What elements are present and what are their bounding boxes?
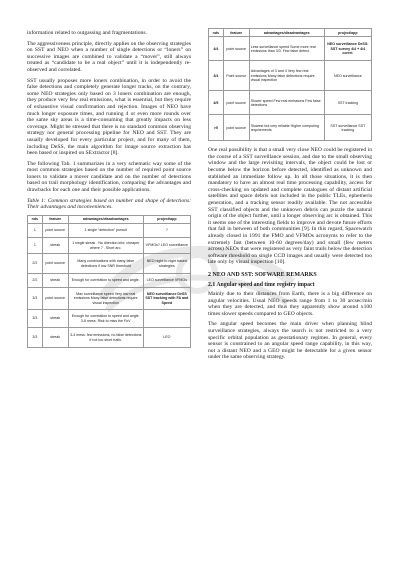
table-cell: streak bbox=[42, 328, 68, 348]
table-cell: ? bbox=[143, 224, 190, 238]
table-cell: NEO night to night based strategies bbox=[143, 254, 190, 274]
table-cell: Enough for correlation to speed and angle. bbox=[68, 274, 143, 288]
table-header-row bbox=[28, 215, 191, 223]
table-cell: 3/3 bbox=[28, 310, 43, 328]
column-header: nds bbox=[28, 215, 43, 223]
table-cell: Max surveillance speed Very low real emissions Many false detections require visual inspection bbox=[68, 288, 143, 310]
column-header: advantages/disadvantages bbox=[68, 215, 143, 223]
paragraph: The angular speed becomes the main driver when planning blind surveillance strategies, always the search is not restricted to a very specific orbital population as geostationary regimes. In general, every sensor is constrained to an angular speed range capability, in this way, not a distant NEO and a GEO might be detectable for a given sensor under the same observing strategy. bbox=[208, 321, 372, 361]
table-cell: point source bbox=[42, 224, 68, 238]
table-cell: 4/5 bbox=[209, 91, 224, 115]
table-cell: SST surveillance SST tracking bbox=[324, 115, 371, 141]
table-cell: LEO bbox=[143, 328, 190, 348]
table-cell: Slowest but very reliable Higher computing requirements bbox=[249, 115, 324, 141]
table-row bbox=[209, 91, 372, 115]
paragraph: SST usually proposes more loners combination, in order to avoid the false detections and completely generate longer tracks, on the contrary, some NEO strategies only based on 3 loners combination are enough, they produce very few real emissions, what is essential, but they require of exhaustive visual confirmation and rejection. Images of NEO have much longer exposure times, and running 4 or even more rounds over the same sky areas is a time-consuming that greatly impacts on less coverage. Might be stressed that there is no standard common observing strategy nor general processing pipeline for NEO and SST. They are usually developed for every particular project, and for many of them, including DeSS, the main algorithm for image source extraction has been based or inspired on SExtractor [8]. bbox=[27, 77, 191, 157]
table-cell: 3/4 bbox=[209, 61, 224, 91]
table-cell: 3/3 bbox=[28, 328, 43, 348]
paragraph: information related to outgassing and fragmentations. bbox=[27, 30, 147, 36]
table-cell: NEO surveillance DeSS SST tracking with FA and Speed bbox=[143, 288, 190, 310]
table-caption: Table 1: Common strategies based on number and shape of detections: Their advantages and inconveniences. bbox=[27, 197, 191, 211]
right-column bbox=[208, 28, 372, 365]
table-cell: Point source bbox=[223, 61, 249, 91]
table-cell: 1 bbox=[28, 224, 43, 238]
table-cell bbox=[143, 310, 190, 328]
table-row bbox=[28, 238, 191, 254]
table-cell: 2/2 bbox=[28, 254, 43, 274]
table-row bbox=[28, 224, 191, 238]
table-cell: Less surveillance speed Some more real emissions than 3/3. Few false detect. bbox=[249, 37, 324, 61]
table-cell: NEO surveillance bbox=[324, 61, 371, 91]
table-cell: SST tracking bbox=[324, 91, 371, 115]
strategies-table-part-2 bbox=[208, 28, 372, 141]
table-cell: 1 single streak . No direction info; cheaper where 7 . Short arc. bbox=[68, 238, 143, 254]
table-row bbox=[209, 115, 372, 141]
left-column bbox=[27, 30, 191, 348]
table-cell: 3-4 mess. few emissions, no false detections if not too short trails. bbox=[68, 328, 143, 348]
table-cell: NEO surveillance DeSS: SST survey 4/4 + 4/4 correl. bbox=[324, 37, 371, 61]
column-header: nds bbox=[209, 29, 224, 37]
table-cell: point source bbox=[223, 91, 249, 115]
column-header: project/app bbox=[324, 29, 371, 37]
column-header: project/app bbox=[143, 215, 190, 223]
table-row bbox=[209, 37, 372, 61]
section-heading: 2 NEO AND SST: SOFWARE REMARKS bbox=[208, 271, 317, 278]
table-cell: streak bbox=[42, 310, 68, 328]
table-cell: 4/4 bbox=[209, 37, 224, 61]
table-cell: point source bbox=[223, 115, 249, 141]
table-row bbox=[28, 288, 191, 310]
table-row bbox=[28, 328, 191, 348]
table-cell: >5 bbox=[209, 115, 224, 141]
table-row bbox=[209, 61, 372, 91]
table-row bbox=[28, 310, 191, 328]
table-cell: point source bbox=[223, 37, 249, 61]
strategies-table-part-1 bbox=[27, 215, 191, 348]
table-cell: streak bbox=[42, 274, 68, 288]
table-header-row bbox=[209, 29, 372, 37]
paragraph: Mainly due to their distances from Earth, there is a big difference on angular velocities. Usual NEO speeds range from 1 to 30 arcsec/min when they are detected, and thus they apparently show around x100 times slower speeds compared to GEO objects. bbox=[208, 290, 372, 317]
table-cell: Enough for correlation to speed and angle. 3-6 mess. Risk to miss the FoV bbox=[68, 310, 143, 328]
paragraph: The aggressiveness principle, directly applies on the observing strategies on SST and NEO when a number of single detections or “loners” on successive images are combined to validate a “mover”, still always treated as “candidate to be a real object” until it is independently re-observed and correlated. bbox=[27, 40, 191, 73]
table-cell: streak bbox=[42, 238, 68, 254]
table-cell: Many combinations with many false detections if low SNR threshold bbox=[68, 254, 143, 274]
column-header: feature bbox=[42, 215, 68, 223]
paragraph: The following Tab. 1 summarizes in a very schematic way some of the most common strategies based on the number of required point source loners to validate a mover candidate and on the number of detections based on trail morphology identification, comparing the advantages and drawbacks for each one and their possible applications. bbox=[27, 160, 191, 194]
table-cell: VFMOs? LEO surveillance bbox=[143, 238, 190, 254]
table-cell: Advantages of 3 and 4 Very few real emissions Many false detections require visual inspection bbox=[249, 61, 324, 91]
table-cell: Slower speed Few real emissions Few false detections bbox=[249, 91, 324, 115]
table-cell: point source bbox=[42, 288, 68, 310]
table-cell: LEO surveillance VFMOs bbox=[143, 274, 190, 288]
table-cell: point source bbox=[42, 254, 68, 274]
table-cell: 1 bbox=[28, 238, 43, 254]
table-cell: 1 single “detection” pursuit bbox=[68, 224, 143, 238]
table-cell: 2/2 bbox=[28, 274, 43, 288]
column-header: advantages/disadvantages bbox=[249, 29, 324, 37]
column-header: feature bbox=[223, 29, 249, 37]
table-row bbox=[28, 274, 191, 288]
table-cell: 3/3 bbox=[28, 288, 43, 310]
subsection-heading: 2.1 Angular speed and time registry impact bbox=[208, 281, 315, 288]
paragraph: One real possibility is that a small very close NEO could be registered in the course of a SST surveillance session, and due to the small observing window and the large revisiting intervals, the object could be lost or become below the horizon before detected, identified as unknown and stablished an immediate follow up. In all those situations, it is then mandatory to have an almost real time processing capability, access for cross-checking on updated and complete catalogues of distant artificial satellites and space debris not included in the public TLEs, ephemeris generation, and a tracking sensor readily available. The not accessible SST classified objects and the unknown debris can puzzle the natural origin of the object further, until a longer observing arc is obtained. This it seems one of the interesting fields to improve and devote future efforts that fall in between of both communities [9]. In this regard, Spacewatch already closed in 1991 the FMO and VFMOs acronyms to refer to the extremely fast (between 10-60 degrees/day) and small (few meters across) NEOs that were registered as very faint trails below the detection software threshold on single CCD images and usually were detected too late only by visual inspection [10]. bbox=[208, 147, 372, 266]
table-row bbox=[28, 254, 191, 274]
